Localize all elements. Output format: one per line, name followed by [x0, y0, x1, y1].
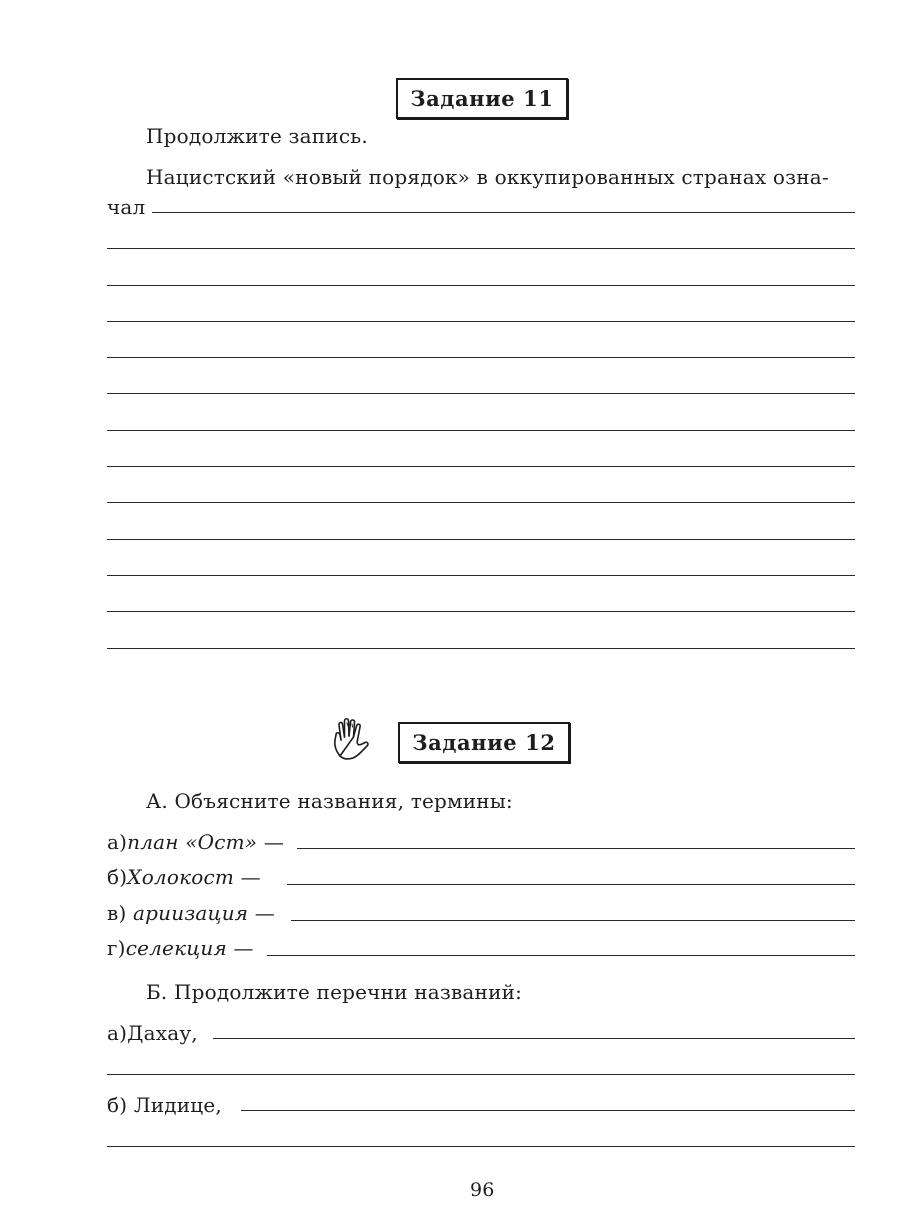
- term-dash: —: [254, 901, 275, 925]
- answer-line[interactable]: [107, 393, 855, 394]
- term-name: план «Ост»: [127, 830, 258, 854]
- list-start: Дахау,: [127, 1021, 198, 1045]
- answer-line[interactable]: [107, 430, 855, 431]
- term-prefix: б): [107, 865, 128, 889]
- term-row-d: [107, 936, 254, 960]
- answer-line[interactable]: [107, 248, 855, 249]
- partA-title: А. Объясните названия, термины:: [146, 789, 513, 813]
- answer-line[interactable]: [107, 321, 855, 322]
- task11-prompt-line2: чал: [107, 195, 146, 219]
- task12-title-box: [398, 722, 570, 763]
- term-answer-line[interactable]: [291, 920, 855, 921]
- partB-title: Б. Продолжите перечни названий:: [146, 980, 523, 1004]
- term-name: Холокост: [127, 865, 235, 889]
- answer-line[interactable]: [107, 611, 855, 612]
- answer-line[interactable]: [152, 212, 855, 213]
- list-row-b: [107, 1093, 222, 1117]
- term-dash: —: [240, 865, 261, 889]
- term-name: селекция: [125, 936, 227, 960]
- term-row-a: [107, 830, 284, 854]
- answer-line[interactable]: [107, 539, 855, 540]
- task11-title-box: [396, 78, 568, 119]
- list-prefix: б): [107, 1093, 128, 1117]
- list-answer-line[interactable]: [213, 1038, 855, 1039]
- answer-line[interactable]: [107, 575, 855, 576]
- term-prefix: в): [107, 901, 127, 925]
- term-answer-line[interactable]: [287, 884, 855, 885]
- term-answer-line[interactable]: [297, 848, 855, 849]
- task11-prompt-line1: Нацистский «новый порядок» в оккупированных странах озна-: [146, 165, 829, 189]
- task12-title: Задание 12: [412, 730, 556, 755]
- list-answer-line[interactable]: [107, 1146, 855, 1147]
- term-prefix: г): [107, 936, 126, 960]
- term-row-c: [107, 901, 275, 925]
- answer-line[interactable]: [107, 648, 855, 649]
- term-row-b: [107, 865, 261, 889]
- page-number: 96: [470, 1179, 495, 1201]
- task11-title: Задание 11: [410, 86, 554, 111]
- term-dash: —: [263, 830, 285, 854]
- answer-line[interactable]: [107, 285, 855, 286]
- answer-line[interactable]: [107, 502, 855, 503]
- answer-line[interactable]: [107, 357, 855, 358]
- term-prefix: а): [107, 830, 128, 854]
- list-row-a: [107, 1021, 198, 1045]
- term-dash: —: [233, 936, 254, 960]
- list-answer-line[interactable]: [107, 1074, 855, 1075]
- task11-instruction: Продолжите запись.: [146, 124, 368, 148]
- term-name: ариизация: [133, 901, 249, 925]
- list-answer-line[interactable]: [241, 1110, 855, 1111]
- list-prefix: а): [107, 1021, 128, 1045]
- term-answer-line[interactable]: [267, 955, 855, 956]
- hand-icon: [329, 715, 371, 761]
- answer-line[interactable]: [107, 466, 855, 467]
- list-start: Лидице,: [133, 1093, 222, 1117]
